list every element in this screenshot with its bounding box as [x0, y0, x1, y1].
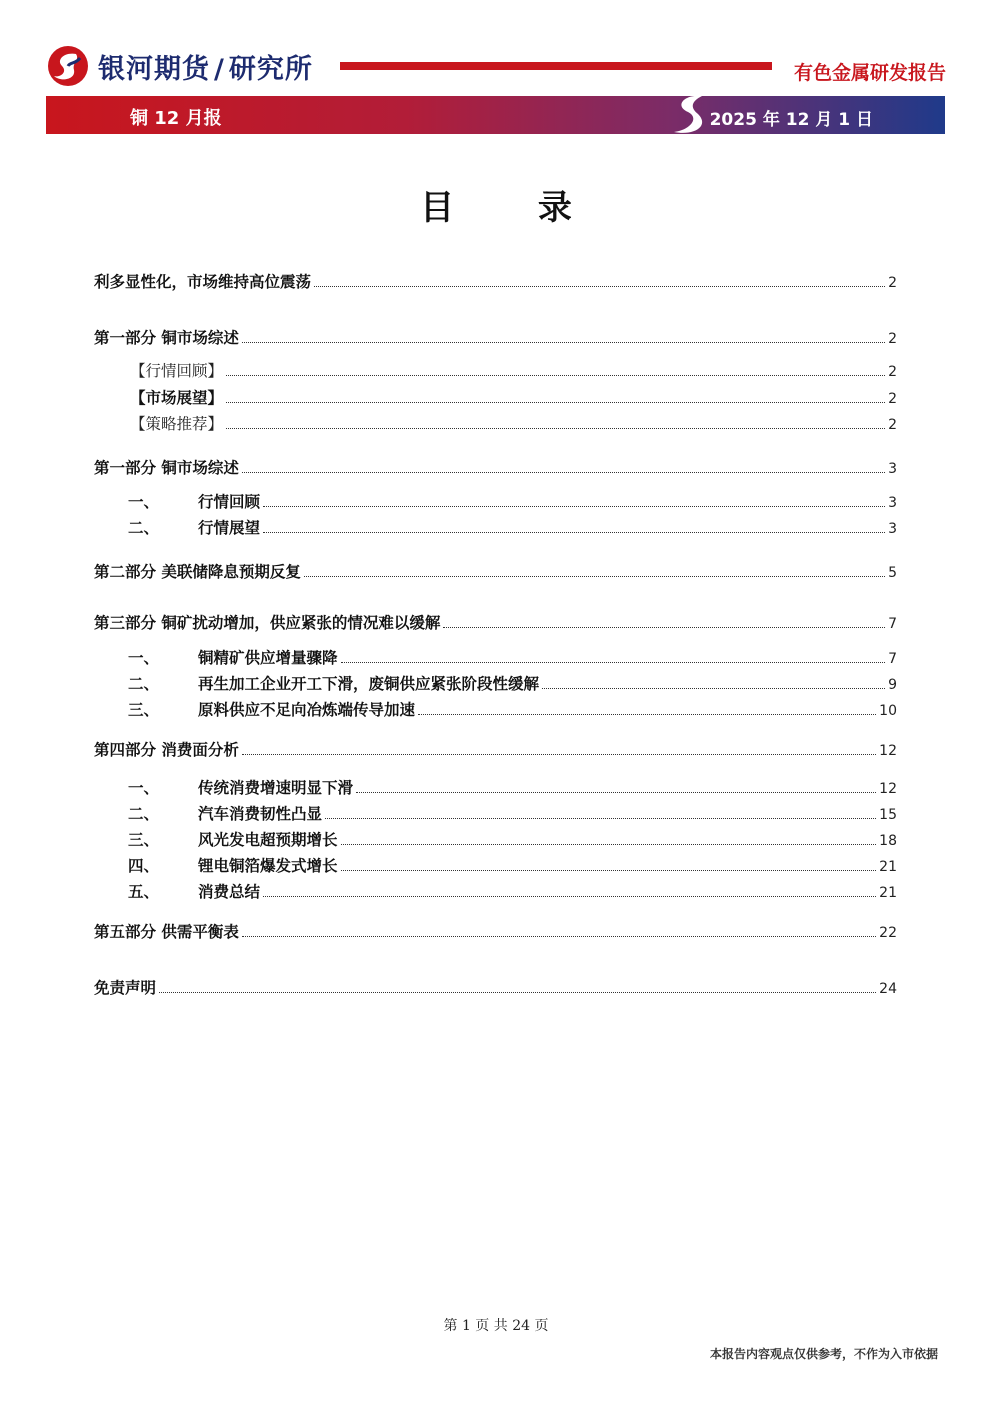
toc-entry-label: 免责声明	[94, 979, 157, 997]
toc-entry-page: 21	[879, 885, 897, 901]
toc-entry[interactable]	[94, 672, 897, 694]
leader-dots	[418, 714, 876, 715]
leader-dots	[443, 627, 885, 628]
leader-dots	[304, 576, 885, 577]
leader-dots	[341, 844, 877, 845]
toc-entry[interactable]	[94, 611, 897, 633]
toc-entry[interactable]	[94, 854, 897, 876]
toc-entry-label: 第一部分 铜市场综述	[94, 329, 239, 347]
toc-entry-page: 24	[879, 981, 897, 997]
toc-entry-label: 风光发电超预期增长	[198, 831, 338, 849]
toc-entry[interactable]	[94, 386, 897, 408]
toc-entry-page: 12	[879, 781, 897, 797]
toc-entry-page: 2	[888, 417, 897, 433]
leader-dots	[226, 375, 885, 376]
toc-entry[interactable]	[94, 359, 897, 381]
toc-entry-page: 2	[888, 331, 897, 347]
toc-entry-label: 利多显性化，市场维持高位震荡	[94, 273, 312, 291]
leader-dots	[242, 342, 885, 343]
toc-entry-label: 【策略推荐】	[130, 415, 224, 433]
brand-name	[98, 47, 313, 86]
brand-slash: /	[214, 53, 225, 85]
toc-entry-label: 第四部分 消费面分析	[94, 741, 239, 759]
leader-dots	[242, 936, 876, 937]
toc-entry[interactable]	[94, 698, 897, 720]
toc-entry[interactable]	[94, 976, 897, 998]
toc-title: 目 录	[420, 188, 608, 228]
toc-entry-number: 三、	[128, 831, 160, 849]
toc-entry-label: 第五部分 供需平衡表	[94, 923, 239, 941]
toc-entry[interactable]	[94, 456, 897, 478]
toc-entry-label: 【市场展望】	[130, 389, 224, 407]
toc-entry-page: 2	[888, 275, 897, 291]
toc-entry-label: 第三部分 铜矿扰动增加，供应紧张的情况难以缓解	[94, 614, 441, 632]
institute-label: 研究所	[228, 53, 313, 85]
toc-entry-page: 9	[888, 677, 897, 693]
toc-entry-page: 7	[888, 651, 897, 667]
toc-entry[interactable]	[94, 776, 897, 798]
toc-entry-label: 【行情回顾】	[130, 362, 224, 380]
leader-dots	[242, 754, 876, 755]
leader-dots	[263, 896, 876, 897]
toc-entry-number: 一、	[128, 649, 160, 667]
report-date: 2025 年 12 月 1 日	[709, 110, 873, 130]
toc-entry-page: 3	[888, 461, 897, 477]
toc-entry-page: 3	[888, 495, 897, 511]
toc-entry[interactable]	[94, 920, 897, 942]
leader-dots	[314, 286, 885, 287]
toc-entry[interactable]	[94, 326, 897, 348]
toc-entry-page: 10	[879, 703, 897, 719]
leader-dots	[325, 818, 876, 819]
leader-dots	[341, 870, 877, 871]
page-number: 第 1 页 共 24 页	[443, 1318, 549, 1334]
leader-dots	[159, 992, 876, 993]
toc-entry[interactable]	[94, 802, 897, 824]
toc-entry-page: 12	[879, 743, 897, 759]
toc-entry-number: 一、	[128, 493, 160, 511]
toc-entry-page: 2	[888, 391, 897, 407]
toc-entry-page: 21	[879, 859, 897, 875]
toc-entry-page: 15	[879, 807, 897, 823]
leader-dots	[356, 792, 876, 793]
toc-entry-page: 3	[888, 521, 897, 537]
toc-entry-page: 22	[879, 925, 897, 941]
toc-entry-number: 一、	[128, 779, 160, 797]
toc-entry-label: 传统消费增速明显下滑	[198, 779, 354, 797]
brand-label: 银河期货	[98, 53, 210, 85]
banner-title: 铜 12 月报	[130, 108, 222, 129]
toc-entry-number: 三、	[128, 701, 160, 719]
toc-entry-number: 二、	[128, 519, 160, 537]
toc-entry-label: 原料供应不足向冶炼端传导加速	[198, 701, 416, 719]
toc-entry-label: 再生加工企业开工下滑，废铜供应紧张阶段性缓解	[198, 675, 540, 693]
toc-entry-number: 二、	[128, 805, 160, 823]
leader-dots	[242, 472, 885, 473]
toc-entry[interactable]	[94, 270, 897, 292]
toc-entry[interactable]	[94, 646, 897, 668]
company-logo	[46, 42, 313, 90]
toc-entry-number: 五、	[128, 883, 160, 901]
toc-entry-label: 第一部分 铜市场综述	[94, 459, 239, 477]
toc-entry[interactable]	[94, 738, 897, 760]
toc-entry-page: 2	[888, 364, 897, 380]
header-banner	[46, 96, 945, 134]
toc-entry[interactable]	[94, 516, 897, 538]
toc-entry-label: 铜精矿供应增量骤降	[198, 649, 338, 667]
toc-entry[interactable]	[94, 560, 897, 582]
leader-dots	[226, 402, 885, 403]
toc-entry-label: 消费总结	[198, 883, 261, 901]
toc-entry-page: 7	[888, 616, 897, 632]
toc-entry-number: 四、	[128, 857, 160, 875]
toc-entry-page: 18	[879, 833, 897, 849]
toc-entry-label: 汽车消费韧性凸显	[198, 805, 323, 823]
toc-entry[interactable]	[94, 490, 897, 512]
swoosh-icon	[666, 92, 714, 136]
leader-dots	[226, 428, 885, 429]
toc-entry-label: 行情回顾	[198, 493, 261, 511]
toc-entry[interactable]	[94, 828, 897, 850]
report-type: 有色金属研发报告	[793, 62, 946, 84]
disclaimer-note: 本报告内容观点仅供参考，不作为入市依据	[709, 1347, 938, 1361]
toc-entry-label: 锂电铜箔爆发式增长	[198, 857, 338, 875]
leader-dots	[263, 532, 885, 533]
leader-dots	[263, 506, 885, 507]
toc-entry-label: 行情展望	[198, 519, 261, 537]
toc-entry-page: 5	[888, 565, 897, 581]
toc-entry[interactable]	[94, 412, 897, 434]
toc-entry[interactable]	[94, 880, 897, 902]
header-divider	[340, 62, 772, 70]
leader-dots	[341, 662, 886, 663]
toc-entry-number: 二、	[128, 675, 160, 693]
toc-entry-label: 第二部分 美联储降息预期反复	[94, 563, 301, 581]
galaxy-logo-icon	[46, 44, 90, 88]
leader-dots	[542, 688, 885, 689]
